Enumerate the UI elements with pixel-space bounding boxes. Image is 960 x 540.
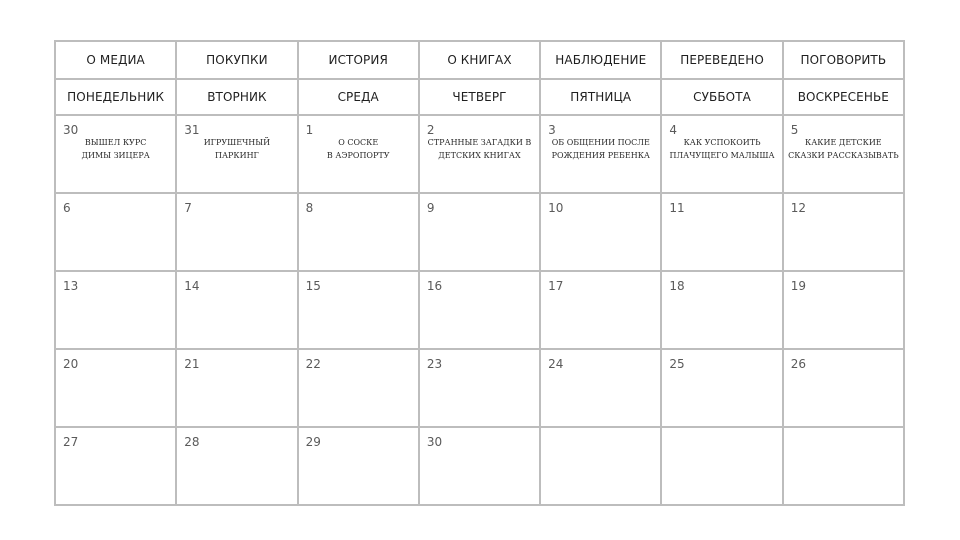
weekday-cell: СУББОТА <box>661 79 782 115</box>
day-number: 6 <box>63 201 71 215</box>
day-cell <box>540 427 661 505</box>
day-cell <box>176 427 297 505</box>
rubric-row <box>55 41 904 79</box>
rubric-cell: О КНИГАХ <box>419 41 540 79</box>
day-number: 8 <box>305 201 314 215</box>
day-cell <box>661 193 782 271</box>
day-number: 30 <box>63 123 79 137</box>
day-cell <box>783 349 904 427</box>
day-number: 25 <box>669 357 685 371</box>
day-number: 23 <box>426 357 443 371</box>
day-cell <box>783 193 904 271</box>
rubric-cell: ИСТОРИЯ <box>298 41 419 79</box>
event-text: СТРАННЫЕ ЗАГАДКИ В ДЕТСКИХ КНИГАХ <box>427 138 532 160</box>
day-cell <box>540 271 661 349</box>
day-number: 16 <box>426 279 443 293</box>
rubric-cell: О МЕДИА <box>55 41 176 79</box>
day-number: 15 <box>305 279 321 293</box>
day-cell <box>55 193 176 271</box>
day-number: 27 <box>63 435 79 449</box>
day-cell <box>540 349 661 427</box>
day-cell <box>55 271 176 349</box>
day-cell <box>783 115 904 193</box>
weekday-cell: ЧЕТВЕРГ <box>419 79 540 115</box>
day-cell <box>419 115 540 193</box>
weekday-cell: ВОСКРЕСЕНЬЕ <box>783 79 904 115</box>
day-cell <box>55 349 176 427</box>
rubric-cell: ПОКУПКИ <box>176 41 297 79</box>
rubric-cell: ПЕРЕВЕДЕНО <box>661 41 782 79</box>
day-number: 11 <box>669 201 685 215</box>
week-row <box>55 193 904 271</box>
day-cell <box>176 271 297 349</box>
day-number: 18 <box>669 279 685 293</box>
day-number: 24 <box>548 357 564 371</box>
weekday-cell: ПЯТНИЦА <box>540 79 661 115</box>
day-cell <box>176 349 297 427</box>
day-cell <box>55 427 176 505</box>
day-cell <box>661 115 782 193</box>
weekday-cell: СРЕДА <box>298 79 419 115</box>
day-cell <box>298 193 419 271</box>
event-text: ВЫШЕЛ КУРС ДИМЫ ЗИЦЕРА <box>81 138 150 160</box>
day-cell <box>661 427 782 505</box>
day-number: 3 <box>548 123 556 137</box>
event-text: ОБ ОБЩЕНИИ ПОСЛЕ РОЖДЕНИЯ РЕБЕНКА <box>551 138 650 160</box>
day-number: 14 <box>184 279 200 293</box>
day-number: 2 <box>426 123 435 137</box>
week-row <box>55 349 904 427</box>
rubric-cell: НАБЛЮДЕНИЕ <box>540 41 661 79</box>
day-number: 1 <box>305 123 314 137</box>
day-cell <box>55 115 176 193</box>
day-cell <box>298 349 419 427</box>
day-cell <box>176 115 297 193</box>
day-number: 9 <box>426 201 435 215</box>
day-number: 12 <box>790 201 806 215</box>
day-cell <box>661 271 782 349</box>
day-cell <box>176 193 297 271</box>
day-cell <box>540 115 661 193</box>
weekday-row <box>55 79 904 115</box>
day-number: 7 <box>184 201 192 215</box>
week-row <box>55 427 904 505</box>
weekday-cell: ПОНЕДЕЛЬНИК <box>55 79 176 115</box>
day-cell <box>419 427 540 505</box>
day-cell <box>783 271 904 349</box>
day-number: 13 <box>63 279 79 293</box>
day-cell <box>419 271 540 349</box>
day-cell <box>783 427 904 505</box>
week-row <box>55 115 904 193</box>
day-number: 30 <box>426 435 443 449</box>
day-number: 26 <box>790 357 806 371</box>
day-number: 19 <box>790 279 806 293</box>
day-cell <box>419 349 540 427</box>
day-cell <box>298 271 419 349</box>
day-number: 22 <box>305 357 321 371</box>
day-number: 28 <box>184 435 200 449</box>
day-number: 5 <box>790 123 799 137</box>
day-cell <box>540 193 661 271</box>
event-text: КАК УСПОКОИТЬ ПЛАЧУЩЕГО МАЛЫША <box>669 138 775 160</box>
event-text: КАКИЕ ДЕТСКИЕ СКАЗКИ РАССКАЗЫВАТЬ <box>788 138 899 160</box>
day-number: 21 <box>184 357 200 371</box>
day-number: 10 <box>548 201 564 215</box>
day-number: 4 <box>669 123 678 137</box>
day-number: 29 <box>305 435 321 449</box>
day-cell <box>661 349 782 427</box>
day-number: 20 <box>63 357 79 371</box>
calendar-grid <box>54 40 905 506</box>
day-number: 17 <box>548 279 564 293</box>
weekday-cell: ВТОРНИК <box>176 79 297 115</box>
event-text: О СОСКЕ В АЭРОПОРТУ <box>326 138 390 160</box>
day-cell <box>298 115 419 193</box>
day-cell <box>298 427 419 505</box>
day-cell <box>419 193 540 271</box>
event-text: ИГРУШЕЧНЫЙ ПАРКИНГ <box>203 138 271 160</box>
day-number: 31 <box>184 123 200 137</box>
rubric-cell: ПОГОВОРИТЬ <box>783 41 904 79</box>
week-row <box>55 271 904 349</box>
